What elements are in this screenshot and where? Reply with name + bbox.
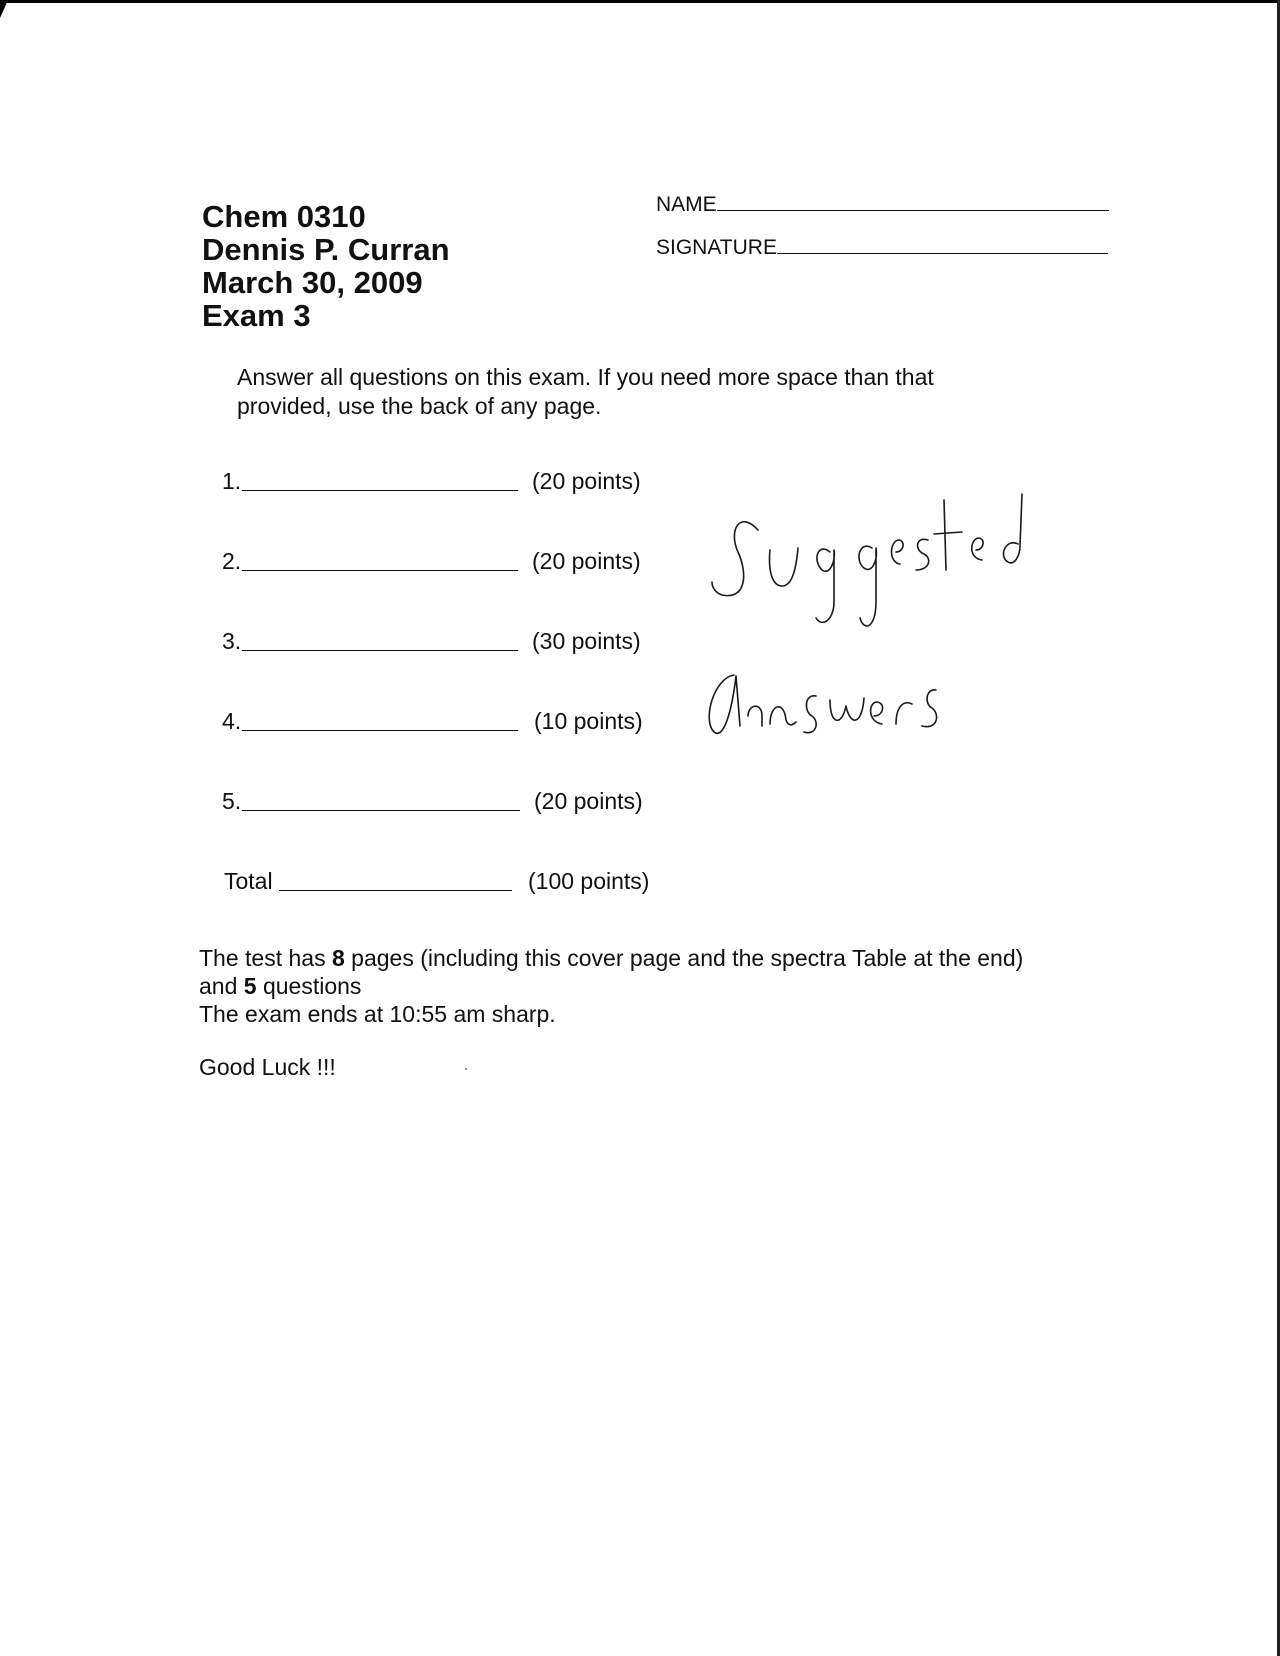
signature-line[interactable] xyxy=(777,252,1108,254)
score-row-2 xyxy=(222,548,641,575)
signature-field xyxy=(656,236,1108,260)
score-row-4 xyxy=(222,708,643,735)
questions-count: 5 xyxy=(243,973,257,999)
course-title: Chem 0310 xyxy=(202,199,366,234)
score-row-total xyxy=(224,868,650,895)
score-row-3 xyxy=(222,628,641,655)
exam-info xyxy=(199,944,1149,1028)
questions-text-post: questions xyxy=(256,973,362,999)
question-points: (10 points) xyxy=(534,708,643,734)
exam-end-time: The exam ends at 10:55 am sharp. xyxy=(199,1001,556,1027)
exam-info-line-1 xyxy=(199,944,1149,972)
total-label: Total xyxy=(224,868,273,894)
handwriting-suggested xyxy=(712,494,1022,626)
score-blank[interactable] xyxy=(242,730,518,731)
score-row-5 xyxy=(222,788,643,815)
total-points: (100 points) xyxy=(528,868,650,894)
pages-text-pre: The test has xyxy=(199,945,332,971)
signature-label: SIGNATURE xyxy=(656,236,777,259)
exam-instructions: Answer all questions on this exam. If you need more space than that provided, use the back of any page. xyxy=(237,364,934,419)
question-number: 2. xyxy=(222,548,242,574)
question-points: (20 points) xyxy=(532,468,641,494)
handwriting-answers xyxy=(709,675,936,733)
scan-edge-top xyxy=(0,0,1280,3)
score-blank[interactable] xyxy=(242,810,520,811)
question-number: 3. xyxy=(222,628,242,654)
question-points: (30 points) xyxy=(532,628,641,654)
name-field xyxy=(656,193,1109,217)
score-blank[interactable] xyxy=(242,490,518,491)
scan-corner-mark xyxy=(0,0,8,18)
question-points: (20 points) xyxy=(534,788,643,814)
question-number: 5. xyxy=(222,788,242,814)
scan-speck xyxy=(465,1068,467,1070)
exam-date: March 30, 2009 xyxy=(202,265,423,300)
name-line[interactable] xyxy=(717,209,1109,211)
course-header xyxy=(202,200,450,332)
handwritten-annotation xyxy=(700,490,1060,790)
question-number: 4. xyxy=(222,708,242,734)
question-number: 1. xyxy=(222,468,242,494)
pages-count: 8 xyxy=(331,945,345,971)
question-points: (20 points) xyxy=(532,548,641,574)
instructor-name: Dennis P. Curran xyxy=(202,232,450,267)
exam-number: Exam 3 xyxy=(202,298,311,333)
score-blank[interactable] xyxy=(242,570,518,571)
total-blank[interactable] xyxy=(279,890,512,891)
score-blank[interactable] xyxy=(242,650,518,651)
name-label: NAME xyxy=(656,193,717,216)
pages-text-post: pages (including this cover page and the spectra Table at the end) xyxy=(344,945,1024,971)
exam-info-line-2 xyxy=(199,972,1149,1000)
good-luck-text: Good Luck !!! xyxy=(199,1054,336,1080)
score-row-1 xyxy=(222,468,641,495)
questions-text-pre: and xyxy=(199,973,244,999)
